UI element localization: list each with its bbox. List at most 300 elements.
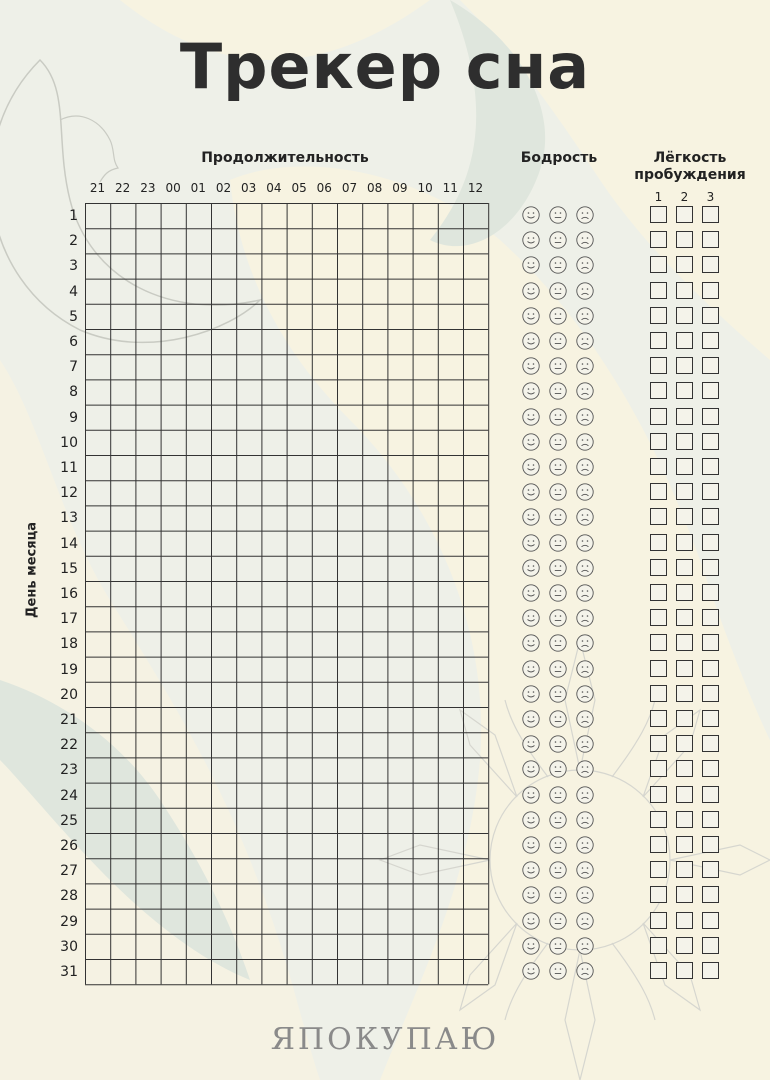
duration-cell[interactable] [135, 379, 160, 404]
sad-face-icon[interactable] [576, 937, 594, 955]
duration-cell[interactable] [110, 833, 135, 858]
duration-cell[interactable] [463, 883, 488, 908]
wake-ease-checkbox[interactable] [676, 609, 693, 626]
duration-cell[interactable] [85, 556, 110, 581]
smile-face-icon[interactable] [522, 357, 540, 375]
duration-cell[interactable] [413, 405, 438, 430]
smile-face-icon[interactable] [522, 861, 540, 879]
duration-cell[interactable] [362, 909, 387, 934]
duration-cell[interactable] [186, 858, 211, 883]
duration-cell[interactable] [362, 405, 387, 430]
duration-cell[interactable] [287, 279, 312, 304]
duration-cell[interactable] [387, 808, 412, 833]
duration-cell[interactable] [85, 253, 110, 278]
sad-face-icon[interactable] [576, 634, 594, 652]
duration-cell[interactable] [261, 707, 286, 732]
duration-cell[interactable] [438, 808, 463, 833]
duration-cell[interactable] [186, 682, 211, 707]
duration-cell[interactable] [161, 808, 186, 833]
duration-cell[interactable] [110, 329, 135, 354]
smile-face-icon[interactable] [522, 786, 540, 804]
wake-ease-checkbox[interactable] [650, 937, 667, 954]
neutral-face-icon[interactable] [549, 836, 567, 854]
duration-cell[interactable] [312, 631, 337, 656]
duration-cell[interactable] [135, 556, 160, 581]
duration-cell[interactable] [362, 783, 387, 808]
sad-face-icon[interactable] [576, 786, 594, 804]
duration-cell[interactable] [186, 354, 211, 379]
duration-cell[interactable] [438, 959, 463, 984]
duration-cell[interactable] [110, 682, 135, 707]
duration-cell[interactable] [236, 228, 261, 253]
duration-cell[interactable] [362, 430, 387, 455]
smile-face-icon[interactable] [522, 912, 540, 930]
duration-cell[interactable] [186, 757, 211, 782]
duration-cell[interactable] [110, 455, 135, 480]
duration-cell[interactable] [287, 909, 312, 934]
duration-cell[interactable] [135, 430, 160, 455]
neutral-face-icon[interactable] [549, 760, 567, 778]
neutral-face-icon[interactable] [549, 735, 567, 753]
duration-cell[interactable] [362, 858, 387, 883]
duration-cell[interactable] [463, 606, 488, 631]
duration-cell[interactable] [438, 757, 463, 782]
duration-cell[interactable] [161, 657, 186, 682]
duration-cell[interactable] [312, 808, 337, 833]
neutral-face-icon[interactable] [549, 786, 567, 804]
duration-cell[interactable] [161, 279, 186, 304]
duration-cell[interactable] [261, 909, 286, 934]
neutral-face-icon[interactable] [549, 231, 567, 249]
sad-face-icon[interactable] [576, 660, 594, 678]
duration-cell[interactable] [236, 253, 261, 278]
duration-cell[interactable] [312, 279, 337, 304]
duration-cell[interactable] [236, 757, 261, 782]
wake-ease-checkbox[interactable] [676, 458, 693, 475]
smile-face-icon[interactable] [522, 609, 540, 627]
duration-cell[interactable] [312, 657, 337, 682]
duration-cell[interactable] [236, 430, 261, 455]
duration-cell[interactable] [186, 581, 211, 606]
duration-cell[interactable] [236, 581, 261, 606]
duration-cell[interactable] [438, 682, 463, 707]
duration-cell[interactable] [362, 253, 387, 278]
duration-cell[interactable] [287, 405, 312, 430]
duration-cell[interactable] [161, 430, 186, 455]
duration-cell[interactable] [110, 959, 135, 984]
duration-cell[interactable] [110, 934, 135, 959]
duration-cell[interactable] [438, 732, 463, 757]
duration-cell[interactable] [261, 253, 286, 278]
duration-cell[interactable] [287, 732, 312, 757]
duration-cell[interactable] [236, 405, 261, 430]
duration-cell[interactable] [362, 505, 387, 530]
duration-cell[interactable] [211, 682, 236, 707]
smile-face-icon[interactable] [522, 508, 540, 526]
duration-cell[interactable] [161, 959, 186, 984]
duration-cell[interactable] [161, 883, 186, 908]
duration-cell[interactable] [337, 329, 362, 354]
sad-face-icon[interactable] [576, 609, 594, 627]
wake-ease-checkbox[interactable] [702, 508, 719, 525]
duration-cell[interactable] [438, 253, 463, 278]
neutral-face-icon[interactable] [549, 307, 567, 325]
sad-face-icon[interactable] [576, 962, 594, 980]
duration-cell[interactable] [261, 329, 286, 354]
duration-cell[interactable] [463, 253, 488, 278]
duration-cell[interactable] [186, 909, 211, 934]
duration-cell[interactable] [85, 631, 110, 656]
duration-cell[interactable] [135, 279, 160, 304]
duration-cell[interactable] [312, 203, 337, 228]
neutral-face-icon[interactable] [549, 382, 567, 400]
neutral-face-icon[interactable] [549, 937, 567, 955]
wake-ease-checkbox[interactable] [650, 307, 667, 324]
duration-cell[interactable] [312, 228, 337, 253]
duration-cell[interactable] [337, 858, 362, 883]
duration-cell[interactable] [287, 430, 312, 455]
duration-cell[interactable] [186, 279, 211, 304]
duration-cell[interactable] [211, 430, 236, 455]
duration-cell[interactable] [413, 379, 438, 404]
duration-cell[interactable] [186, 707, 211, 732]
wake-ease-checkbox[interactable] [650, 634, 667, 651]
duration-cell[interactable] [463, 354, 488, 379]
duration-cell[interactable] [413, 329, 438, 354]
wake-ease-checkbox[interactable] [676, 357, 693, 374]
duration-cell[interactable] [186, 329, 211, 354]
duration-cell[interactable] [438, 556, 463, 581]
wake-ease-checkbox[interactable] [650, 433, 667, 450]
duration-cell[interactable] [110, 606, 135, 631]
wake-ease-checkbox[interactable] [702, 584, 719, 601]
duration-cell[interactable] [110, 909, 135, 934]
neutral-face-icon[interactable] [549, 508, 567, 526]
duration-cell[interactable] [312, 783, 337, 808]
duration-cell[interactable] [438, 783, 463, 808]
duration-cell[interactable] [463, 505, 488, 530]
duration-cell[interactable] [413, 682, 438, 707]
duration-cell[interactable] [413, 279, 438, 304]
duration-cell[interactable] [362, 228, 387, 253]
duration-cell[interactable] [337, 783, 362, 808]
duration-cell[interactable] [85, 354, 110, 379]
duration-cell[interactable] [85, 531, 110, 556]
smile-face-icon[interactable] [522, 559, 540, 577]
wake-ease-checkbox[interactable] [702, 382, 719, 399]
wake-ease-checkbox[interactable] [702, 811, 719, 828]
duration-cell[interactable] [312, 430, 337, 455]
duration-cell[interactable] [287, 959, 312, 984]
wake-ease-checkbox[interactable] [676, 861, 693, 878]
wake-ease-checkbox[interactable] [702, 332, 719, 349]
duration-cell[interactable] [413, 707, 438, 732]
duration-cell[interactable] [312, 455, 337, 480]
duration-cell[interactable] [236, 279, 261, 304]
duration-cell[interactable] [387, 707, 412, 732]
duration-cell[interactable] [413, 657, 438, 682]
wake-ease-checkbox[interactable] [702, 660, 719, 677]
wake-ease-checkbox[interactable] [650, 534, 667, 551]
smile-face-icon[interactable] [522, 685, 540, 703]
wake-ease-checkbox[interactable] [676, 886, 693, 903]
smile-face-icon[interactable] [522, 937, 540, 955]
duration-cell[interactable] [287, 707, 312, 732]
duration-cell[interactable] [387, 959, 412, 984]
wake-ease-checkbox[interactable] [650, 760, 667, 777]
duration-cell[interactable] [211, 909, 236, 934]
duration-cell[interactable] [110, 581, 135, 606]
duration-cell[interactable] [362, 279, 387, 304]
duration-cell[interactable] [287, 757, 312, 782]
duration-cell[interactable] [463, 329, 488, 354]
neutral-face-icon[interactable] [549, 962, 567, 980]
duration-cell[interactable] [135, 354, 160, 379]
duration-cell[interactable] [387, 732, 412, 757]
duration-cell[interactable] [211, 329, 236, 354]
wake-ease-checkbox[interactable] [676, 332, 693, 349]
neutral-face-icon[interactable] [549, 206, 567, 224]
duration-cell[interactable] [85, 379, 110, 404]
duration-cell[interactable] [110, 505, 135, 530]
duration-cell[interactable] [135, 253, 160, 278]
duration-cell[interactable] [135, 505, 160, 530]
wake-ease-checkbox[interactable] [650, 206, 667, 223]
duration-cell[interactable] [312, 606, 337, 631]
duration-cell[interactable] [312, 253, 337, 278]
duration-cell[interactable] [312, 379, 337, 404]
duration-cell[interactable] [413, 783, 438, 808]
wake-ease-checkbox[interactable] [702, 886, 719, 903]
duration-cell[interactable] [161, 455, 186, 480]
sad-face-icon[interactable] [576, 811, 594, 829]
duration-cell[interactable] [261, 682, 286, 707]
smile-face-icon[interactable] [522, 760, 540, 778]
wake-ease-checkbox[interactable] [650, 912, 667, 929]
wake-ease-checkbox[interactable] [676, 836, 693, 853]
duration-cell[interactable] [387, 682, 412, 707]
duration-cell[interactable] [463, 279, 488, 304]
neutral-face-icon[interactable] [549, 433, 567, 451]
duration-cell[interactable] [261, 505, 286, 530]
duration-cell[interactable] [186, 531, 211, 556]
duration-cell[interactable] [387, 354, 412, 379]
duration-cell[interactable] [287, 783, 312, 808]
wake-ease-checkbox[interactable] [650, 861, 667, 878]
neutral-face-icon[interactable] [549, 861, 567, 879]
duration-cell[interactable] [211, 934, 236, 959]
duration-cell[interactable] [186, 304, 211, 329]
sad-face-icon[interactable] [576, 382, 594, 400]
wake-ease-checkbox[interactable] [702, 483, 719, 500]
duration-cell[interactable] [362, 531, 387, 556]
wake-ease-checkbox[interactable] [650, 685, 667, 702]
duration-cell[interactable] [362, 379, 387, 404]
duration-cell[interactable] [287, 480, 312, 505]
duration-cell[interactable] [362, 304, 387, 329]
duration-cell[interactable] [312, 934, 337, 959]
duration-cell[interactable] [186, 606, 211, 631]
duration-cell[interactable] [85, 909, 110, 934]
neutral-face-icon[interactable] [549, 256, 567, 274]
duration-cell[interactable] [110, 480, 135, 505]
duration-cell[interactable] [236, 883, 261, 908]
duration-cell[interactable] [211, 757, 236, 782]
duration-cell[interactable] [261, 455, 286, 480]
wake-ease-checkbox[interactable] [650, 660, 667, 677]
duration-cell[interactable] [236, 455, 261, 480]
duration-cell[interactable] [413, 959, 438, 984]
duration-cell[interactable] [110, 707, 135, 732]
duration-cell[interactable] [362, 581, 387, 606]
duration-cell[interactable] [337, 253, 362, 278]
duration-cell[interactable] [362, 682, 387, 707]
duration-cell[interactable] [438, 657, 463, 682]
wake-ease-checkbox[interactable] [702, 231, 719, 248]
duration-cell[interactable] [236, 934, 261, 959]
duration-cell[interactable] [261, 783, 286, 808]
smile-face-icon[interactable] [522, 584, 540, 602]
duration-cell[interactable] [438, 581, 463, 606]
duration-cell[interactable] [312, 405, 337, 430]
duration-cell[interactable] [413, 203, 438, 228]
duration-cell[interactable] [186, 455, 211, 480]
duration-cell[interactable] [463, 203, 488, 228]
duration-cell[interactable] [312, 883, 337, 908]
duration-cell[interactable] [438, 531, 463, 556]
wake-ease-checkbox[interactable] [650, 408, 667, 425]
wake-ease-checkbox[interactable] [702, 786, 719, 803]
duration-cell[interactable] [161, 581, 186, 606]
duration-cell[interactable] [135, 934, 160, 959]
duration-cell[interactable] [211, 581, 236, 606]
duration-cell[interactable] [161, 934, 186, 959]
duration-cell[interactable] [236, 959, 261, 984]
duration-cell[interactable] [186, 934, 211, 959]
duration-cell[interactable] [261, 203, 286, 228]
duration-cell[interactable] [85, 757, 110, 782]
duration-cell[interactable] [287, 228, 312, 253]
duration-cell[interactable] [287, 631, 312, 656]
wake-ease-checkbox[interactable] [650, 786, 667, 803]
duration-cell[interactable] [312, 581, 337, 606]
duration-cell[interactable] [287, 581, 312, 606]
wake-ease-checkbox[interactable] [702, 559, 719, 576]
duration-cell[interactable] [236, 304, 261, 329]
duration-cell[interactable] [211, 228, 236, 253]
duration-cell[interactable] [85, 279, 110, 304]
duration-cell[interactable] [287, 657, 312, 682]
wake-ease-checkbox[interactable] [676, 206, 693, 223]
duration-cell[interactable] [135, 783, 160, 808]
duration-cell[interactable] [413, 732, 438, 757]
duration-cell[interactable] [362, 556, 387, 581]
duration-cell[interactable] [186, 505, 211, 530]
duration-cell[interactable] [387, 858, 412, 883]
duration-cell[interactable] [186, 657, 211, 682]
neutral-face-icon[interactable] [549, 811, 567, 829]
duration-cell[interactable] [362, 329, 387, 354]
duration-cell[interactable] [438, 606, 463, 631]
duration-cell[interactable] [110, 657, 135, 682]
wake-ease-checkbox[interactable] [650, 584, 667, 601]
duration-cell[interactable] [161, 732, 186, 757]
neutral-face-icon[interactable] [549, 483, 567, 501]
wake-ease-checkbox[interactable] [702, 307, 719, 324]
duration-cell[interactable] [261, 531, 286, 556]
duration-cell[interactable] [463, 657, 488, 682]
duration-cell[interactable] [85, 430, 110, 455]
duration-cell[interactable] [438, 631, 463, 656]
duration-cell[interactable] [362, 455, 387, 480]
sad-face-icon[interactable] [576, 760, 594, 778]
smile-face-icon[interactable] [522, 710, 540, 728]
duration-cell[interactable] [161, 556, 186, 581]
duration-cell[interactable] [261, 808, 286, 833]
duration-cell[interactable] [337, 556, 362, 581]
duration-cell[interactable] [413, 934, 438, 959]
duration-cell[interactable] [261, 934, 286, 959]
duration-cell[interactable] [287, 883, 312, 908]
duration-cell[interactable] [135, 228, 160, 253]
smile-face-icon[interactable] [522, 660, 540, 678]
duration-cell[interactable] [337, 833, 362, 858]
duration-cell[interactable] [211, 959, 236, 984]
duration-cell[interactable] [236, 606, 261, 631]
duration-cell[interactable] [362, 934, 387, 959]
sad-face-icon[interactable] [576, 735, 594, 753]
neutral-face-icon[interactable] [549, 282, 567, 300]
duration-cell[interactable] [110, 757, 135, 782]
wake-ease-checkbox[interactable] [676, 483, 693, 500]
duration-cell[interactable] [337, 707, 362, 732]
duration-cell[interactable] [236, 858, 261, 883]
duration-cell[interactable] [135, 833, 160, 858]
duration-cell[interactable] [211, 203, 236, 228]
duration-cell[interactable] [161, 783, 186, 808]
duration-cell[interactable] [337, 631, 362, 656]
sad-face-icon[interactable] [576, 912, 594, 930]
duration-cell[interactable] [387, 405, 412, 430]
sad-face-icon[interactable] [576, 534, 594, 552]
duration-cell[interactable] [85, 405, 110, 430]
duration-cell[interactable] [110, 279, 135, 304]
duration-cell[interactable] [387, 757, 412, 782]
duration-cell[interactable] [337, 757, 362, 782]
wake-ease-checkbox[interactable] [702, 408, 719, 425]
duration-cell[interactable] [413, 455, 438, 480]
duration-cell[interactable] [236, 808, 261, 833]
sad-face-icon[interactable] [576, 408, 594, 426]
duration-cell[interactable] [463, 480, 488, 505]
wake-ease-checkbox[interactable] [676, 962, 693, 979]
duration-cell[interactable] [438, 329, 463, 354]
duration-cell[interactable] [186, 480, 211, 505]
wake-ease-checkbox[interactable] [702, 735, 719, 752]
duration-cell[interactable] [236, 909, 261, 934]
duration-cell[interactable] [413, 883, 438, 908]
duration-cell[interactable] [186, 405, 211, 430]
duration-cell[interactable] [211, 279, 236, 304]
duration-cell[interactable] [85, 808, 110, 833]
sad-face-icon[interactable] [576, 508, 594, 526]
duration-cell[interactable] [110, 883, 135, 908]
wake-ease-checkbox[interactable] [702, 962, 719, 979]
sad-face-icon[interactable] [576, 559, 594, 577]
duration-cell[interactable] [135, 808, 160, 833]
wake-ease-checkbox[interactable] [650, 282, 667, 299]
wake-ease-checkbox[interactable] [676, 559, 693, 576]
